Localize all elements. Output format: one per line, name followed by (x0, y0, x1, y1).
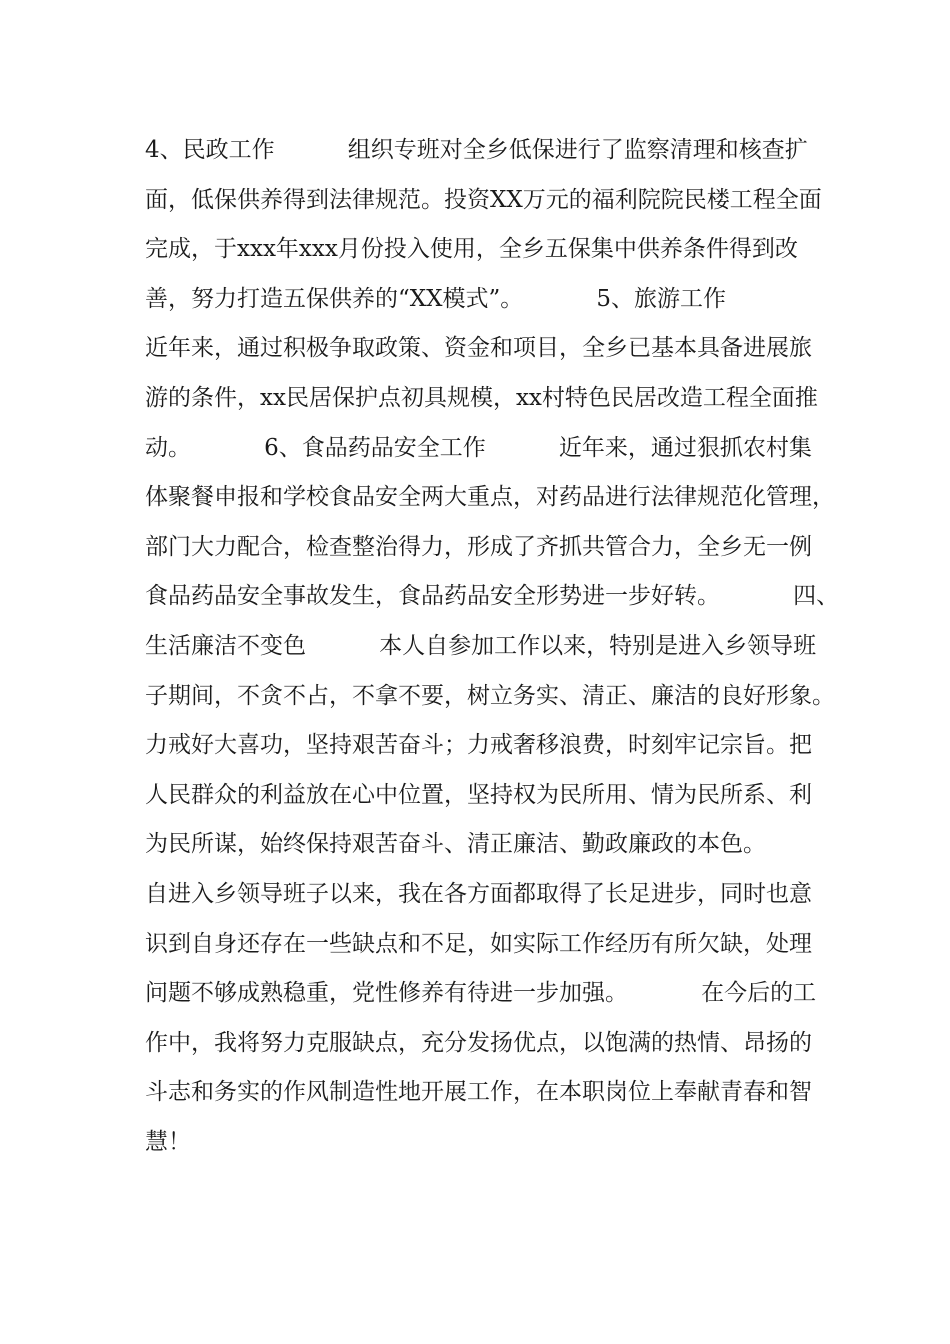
body-line-4: 善，努力打造五保供养的“XX模式”。 5、旅游工作 (145, 285, 727, 312)
body-line-1: 4、民政工作 组织专班对全乡低保进行了监察清理和核查扩 (145, 137, 808, 163)
body-line-8: 体聚餐申报和学校食品安全两大重点，对药品进行法律规范化管理， (145, 484, 835, 511)
body-line-11: 生活廉洁不变色 本人自参加工作以来，特别是进入乡领导班 (145, 632, 817, 659)
body-line-20: 斗志和务实的作风制造性地开展工作，在本职岗位上奉献青春和智 (145, 1079, 812, 1106)
body-line-6: 游的条件，xx民居保护点初具规模，xx村特色民居改造工程全面推 (145, 384, 818, 411)
body-line-16: 自进入乡领导班子以来，我在各方面都取得了长足进步，同时也意 (145, 880, 812, 907)
body-line-3: 完成，于xxx年xxx月份投入使用，全乡五保集中供养条件得到改 (145, 236, 798, 263)
body-line-15: 为民所谋，始终保持艰苦奋斗、清正廉洁、勤政廉政的本色。 (145, 831, 766, 858)
body-line-10: 食品药品安全事故发生，食品药品安全形势进一步好转。 四、 (145, 583, 840, 610)
body-line-9: 部门大力配合，检查整治得力，形成了齐抓共管合力，全乡无一例 (145, 533, 812, 560)
body-line-2: 面，低保供养得到法律规范。投资XX万元的福利院院民楼工程全面 (145, 186, 822, 213)
body-line-19: 作中，我将努力克服缺点，充分发扬优点，以饱满的热情、昂扬的 (145, 1029, 812, 1056)
body-line-21: 慧！ (145, 1128, 191, 1155)
body-line-17: 识到自身还存在一些缺点和不足，如实际工作经历有所欠缺，处理 (145, 930, 812, 957)
document-body (145, 126, 840, 1167)
body-line-5: 近年来，通过积极争取政策、资金和项目，全乡已基本具备进展旅 (145, 335, 812, 362)
body-line-18: 问题不够成熟稳重，党性修养有待进一步加强。 在今后的工 (145, 980, 817, 1007)
body-line-12: 子期间，不贪不占，不拿不要，树立务实、清正、廉洁的良好形象。 (145, 682, 835, 709)
body-line-13: 力戒好大喜功，坚持艰苦奋斗；力戒奢移浪费，时刻牢记宗旨。把 (145, 732, 812, 759)
body-line-14: 人民群众的利益放在心中位置，坚持权为民所用、情为民所系、利 (145, 781, 812, 808)
body-line-7: 动。 6、食品药品安全工作 近年来，通过狠抓农村集 (145, 434, 812, 461)
